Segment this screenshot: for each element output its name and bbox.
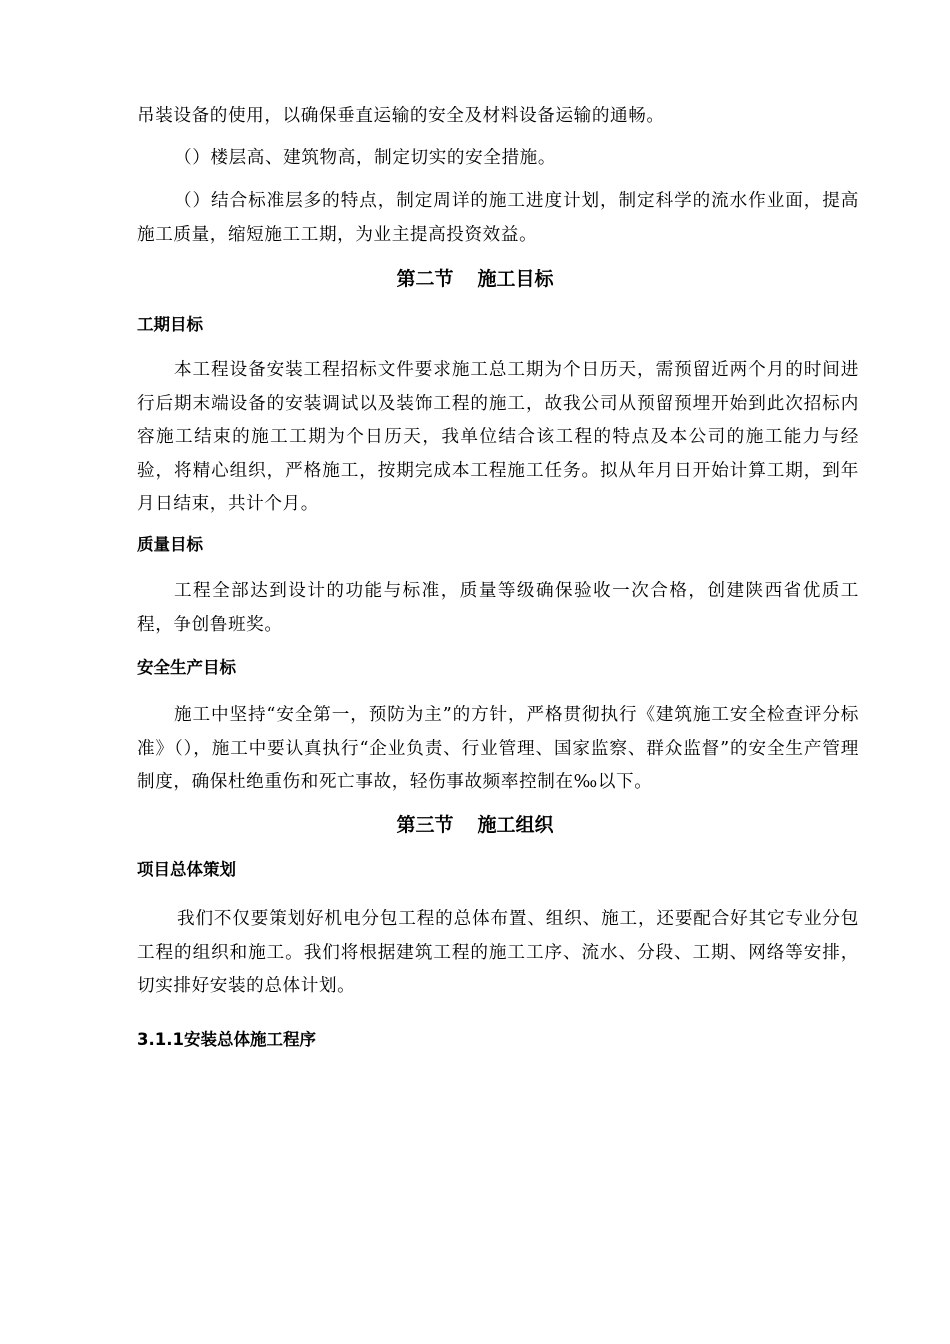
subheading-safety-goal: 安全生产目标: [137, 658, 236, 677]
subheading-schedule-goal: 工期目标: [137, 315, 203, 334]
section-number: 第三节: [396, 814, 454, 836]
section-title: 施工组织: [477, 814, 554, 836]
paragraph-lifting-equipment: 吊装设备的使用，以确保垂直运输的安全及材料设备运输的通畅。: [137, 106, 665, 126]
paragraph-overall-planning: 我们不仅要策划好机电分包工程的总体布置、组织、施工，还要配合好其它专业分包工程的组织和施工。我们将根据建筑工程的施工工序、流水、分段、工期、网络等安排，切实排好安装的总体计划。: [137, 909, 859, 996]
paragraph-standard-floors: （）结合标准层多的特点，制定周详的施工进度计划，制定科学的流水作业面，提高施工质量，缩短施工工期，为业主提高投资效益。: [137, 191, 859, 245]
paragraph-safety: 施工中坚持“安全第一，预防为主”的方针，严格贯彻执行《建筑施工安全检查评分标准》（），施工中要认真执行“企业负责、行业管理、国家监察、群众监督”的安全生产管理制度，确保杜绝重伤和死亡事故，轻伤事故频率控制在‰以下。: [137, 705, 859, 792]
section-title: 施工目标: [477, 268, 554, 290]
paragraph-quality: 工程全部达到设计的功能与标准，质量等级确保验收一次合格，创建陕西省优质工程，争创鲁班奖。: [137, 581, 859, 635]
section-heading-construction-organization: [0, 810, 950, 840]
subheading-quality-goal: 质量目标: [137, 535, 203, 554]
section-number: 第二节: [396, 268, 454, 290]
subheading-installation-procedure: 3.1.1安装总体施工程序: [137, 1030, 316, 1049]
paragraph-schedule: 本工程设备安装工程招标文件要求施工总工期为个日历天，需预留近两个月的时间进行后期末端设备的安装调试以及装饰工程的施工，故我公司从预留预埋开始到此次招标内容施工结束的施工工期为个日历天，我单位结合该工程的特点及本公司的施工能力与经验，将精心组织，严格施工，按期完成本工程施工任务。拟从年月日开始计算工期，到年月日结束，共计个月。: [137, 360, 859, 514]
subheading-overall-planning: 项目总体策划: [137, 860, 236, 879]
section-heading-construction-goals: [0, 264, 950, 294]
paragraph-floor-height: （）楼层高、建筑物高，制定切实的安全措施。: [174, 148, 557, 168]
